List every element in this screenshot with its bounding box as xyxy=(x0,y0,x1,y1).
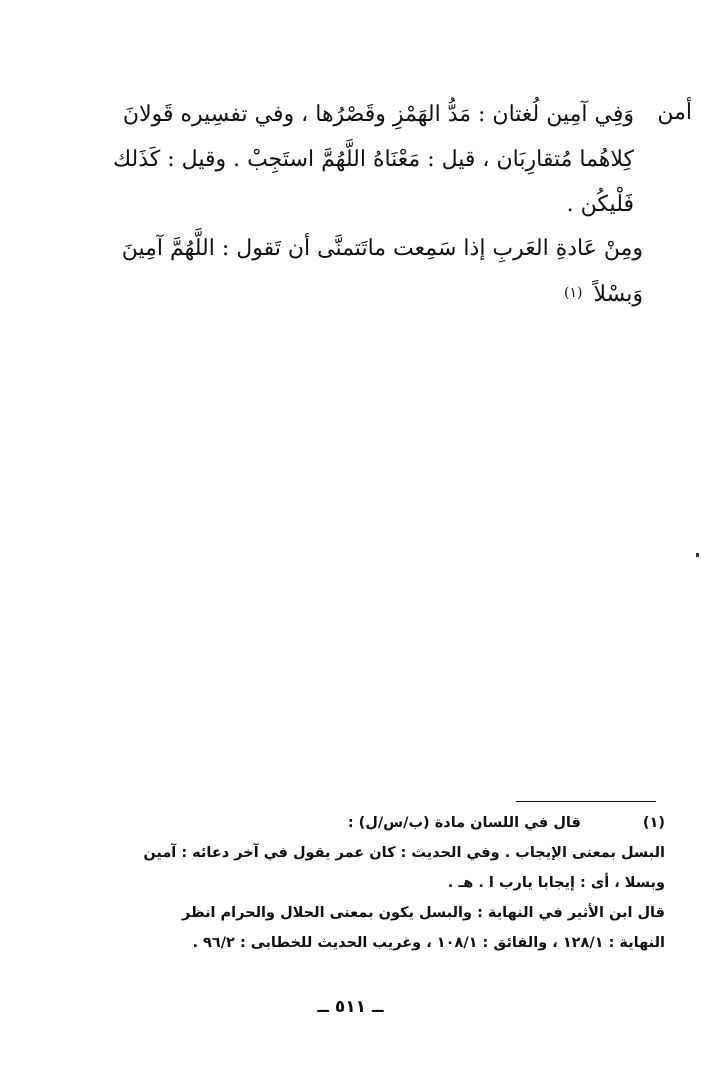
entry-body xyxy=(94,92,634,227)
footnote-separator xyxy=(516,801,656,802)
footnote-number: (١) xyxy=(642,815,665,831)
footnote-line-3: وبسلا ، أى : إيجابا يارب ا . هـ . xyxy=(447,875,665,891)
entry-headword: أمن xyxy=(657,100,692,125)
footnote-text-1: قال في اللسان مادة (ب/س/ل) : xyxy=(347,815,581,831)
footnote-line-2: البسل بمعنى الإيجاب . وفي الحديث : كان عمر يقول في آخر دعائه : آمين xyxy=(143,845,665,861)
page-number: ــ ٥١١ ــ xyxy=(317,997,384,1017)
scan-speck xyxy=(696,553,699,557)
footnote-line-1 xyxy=(89,808,665,838)
paragraph-2-line-2 xyxy=(103,271,643,317)
paragraph-2-line-2-text: وَبسْلاً xyxy=(593,282,643,307)
entry-line-2: كِلاهُما مُتقارِبَان ، قيل : مَعْنَاهُ اللَّهُمَّ استَجِبْ . وقيل : كَذَلك xyxy=(113,147,634,172)
paragraph-2 xyxy=(103,226,643,317)
entry-line-3: فَلْيكُن . xyxy=(566,192,634,217)
paragraph-2-line-1: ومِنْ عَادةِ العَربِ إذا سَمِعت ماتَتمنَّى أن تَقول : اللَّهُمَّ آمِينَ xyxy=(121,236,643,261)
footnotes xyxy=(89,808,665,958)
footnote-line-4: قال ابن الأثير في النهاية : والبسل يكون بمعنى الحلال والحرام انظر xyxy=(181,905,665,921)
dictionary-entry xyxy=(70,92,692,217)
entry-line-1: وَفِي آمِين لُغتان : مَدُّ الهَمْزِ وقَصْرُها ، وفي تفسِيره قَولانَ xyxy=(122,102,634,127)
footnote-line-5: النهاية : ١٢٨/١ ، والفائق : ١٠٨/١ ، وغريب الحديث للخطابى : ٩٦/٢ . xyxy=(192,935,665,951)
footnote-reference[interactable]: (١) xyxy=(564,285,583,301)
